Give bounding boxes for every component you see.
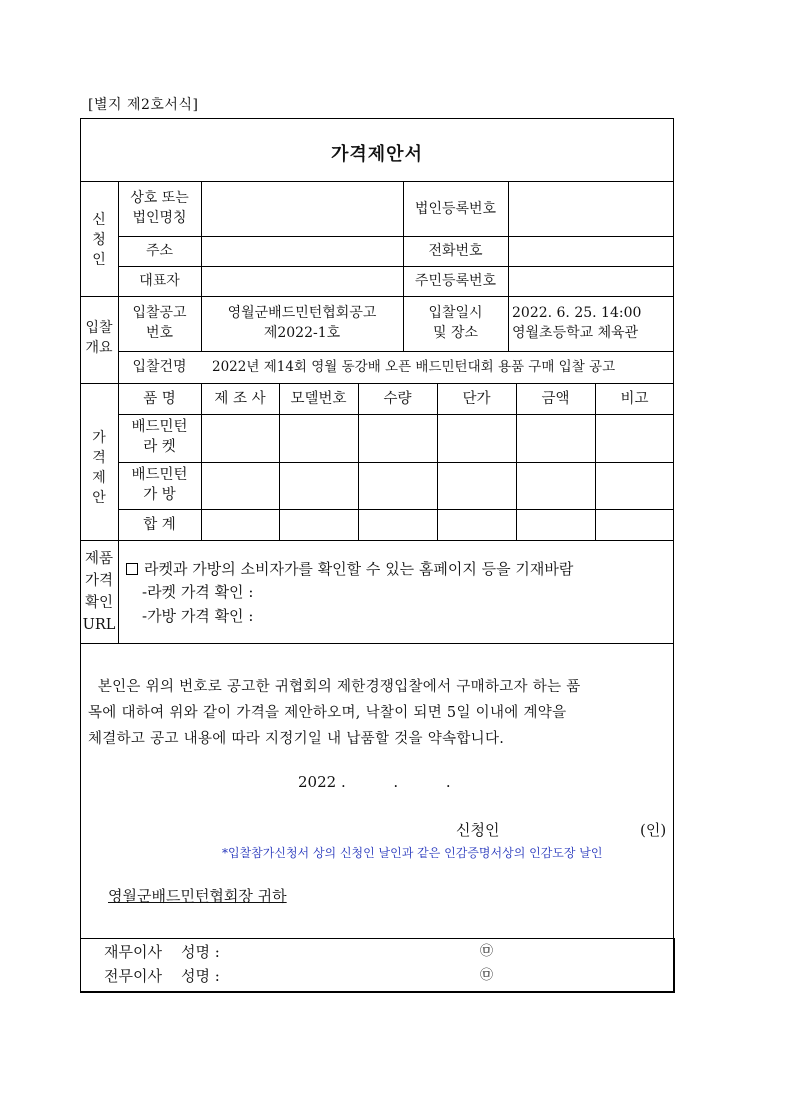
bid-name-value: 2022년 제14회 영월 동강배 오픈 배드민턴대회 용품 구매 입찰 공고 bbox=[212, 359, 616, 375]
applicant-section-label: 신 청 인 bbox=[92, 212, 106, 268]
addressee: 영월군배드민턴협회장 귀하 bbox=[108, 887, 287, 905]
header-manufacturer: 제 조 사 bbox=[214, 391, 266, 407]
url-instruction: 라켓과 가방의 소비자가를 확인할 수 있는 홈페이지 등을 기재바람 bbox=[126, 559, 573, 579]
bag-price-url-line: -가방 가격 확인 : bbox=[142, 607, 254, 625]
header-unit-price: 단가 bbox=[462, 391, 491, 407]
corp-reg-label: 법인등록번호 bbox=[414, 201, 497, 217]
declaration-date: 2022 . . . bbox=[298, 773, 451, 791]
seal-mark-2: ㉤ bbox=[480, 968, 494, 983]
finance-director-sign: 재무이사 성명 : bbox=[104, 943, 220, 961]
form-title: 가격제안서 bbox=[331, 144, 423, 165]
declaration-text: 본인은 위의 번호로 공고한 귀협회의 제한경쟁입찰에서 구매하고자 하는 품 목에 대하여 위와 같이 가격을 제안하오며, 낙찰이 되면 5일 이내에 계약을 체결하고 공고 내용에 따라 지정기일 내 납품할 것을 약속합니다. bbox=[88, 679, 581, 747]
form-label: [별지 제2호서식] bbox=[88, 97, 199, 113]
bid-datetime-label: 입찰일시 및 장소 bbox=[428, 305, 483, 341]
item-bag-label: 배드민턴 가 방 bbox=[131, 467, 188, 503]
seal-mark-1: ㉤ bbox=[480, 944, 494, 959]
address-label: 주소 bbox=[145, 243, 174, 259]
header-item: 품 명 bbox=[143, 391, 176, 407]
resident-reg-label: 주민등록번호 bbox=[414, 273, 497, 289]
header-amount: 금액 bbox=[541, 391, 570, 407]
seal-note: *입찰참가신청서 상의 신청인 날인과 같은 인감증명서상의 인감도장 날인 bbox=[222, 846, 603, 860]
phone-label: 전화번호 bbox=[428, 243, 483, 259]
racket-price-url-line: -라켓 가격 확인 : bbox=[142, 583, 254, 601]
bid-section-label: 입찰 개요 bbox=[85, 320, 113, 356]
total-label: 합 계 bbox=[143, 517, 176, 533]
executive-director-sign: 전무이사 성명 : bbox=[104, 967, 220, 985]
header-quantity: 수량 bbox=[383, 391, 412, 407]
applicant-sign-label: 신청인 bbox=[456, 821, 500, 839]
notice-number-label: 입찰공고 번호 bbox=[132, 305, 187, 341]
checkbox-icon bbox=[126, 563, 138, 575]
price-section-label: 가 격 제 안 bbox=[92, 430, 106, 506]
seal-label: (인) bbox=[640, 821, 667, 839]
url-section-label: 제품 가격 확인 URL bbox=[82, 551, 116, 633]
header-remarks: 비고 bbox=[620, 391, 649, 407]
bid-datetime-value: 2022. 6. 25. 14:00 영월초등학교 체육관 bbox=[512, 305, 642, 341]
company-name-label: 상호 또는 법인명칭 bbox=[130, 190, 189, 226]
item-racket-label: 배드민턴 라 켓 bbox=[131, 419, 188, 455]
notice-number-value: 영월군배드민턴협회공고 제2022-1호 bbox=[227, 305, 377, 341]
bid-name-label: 입찰건명 bbox=[132, 359, 187, 375]
representative-label: 대표자 bbox=[139, 273, 180, 289]
header-model: 모델번호 bbox=[290, 391, 347, 407]
